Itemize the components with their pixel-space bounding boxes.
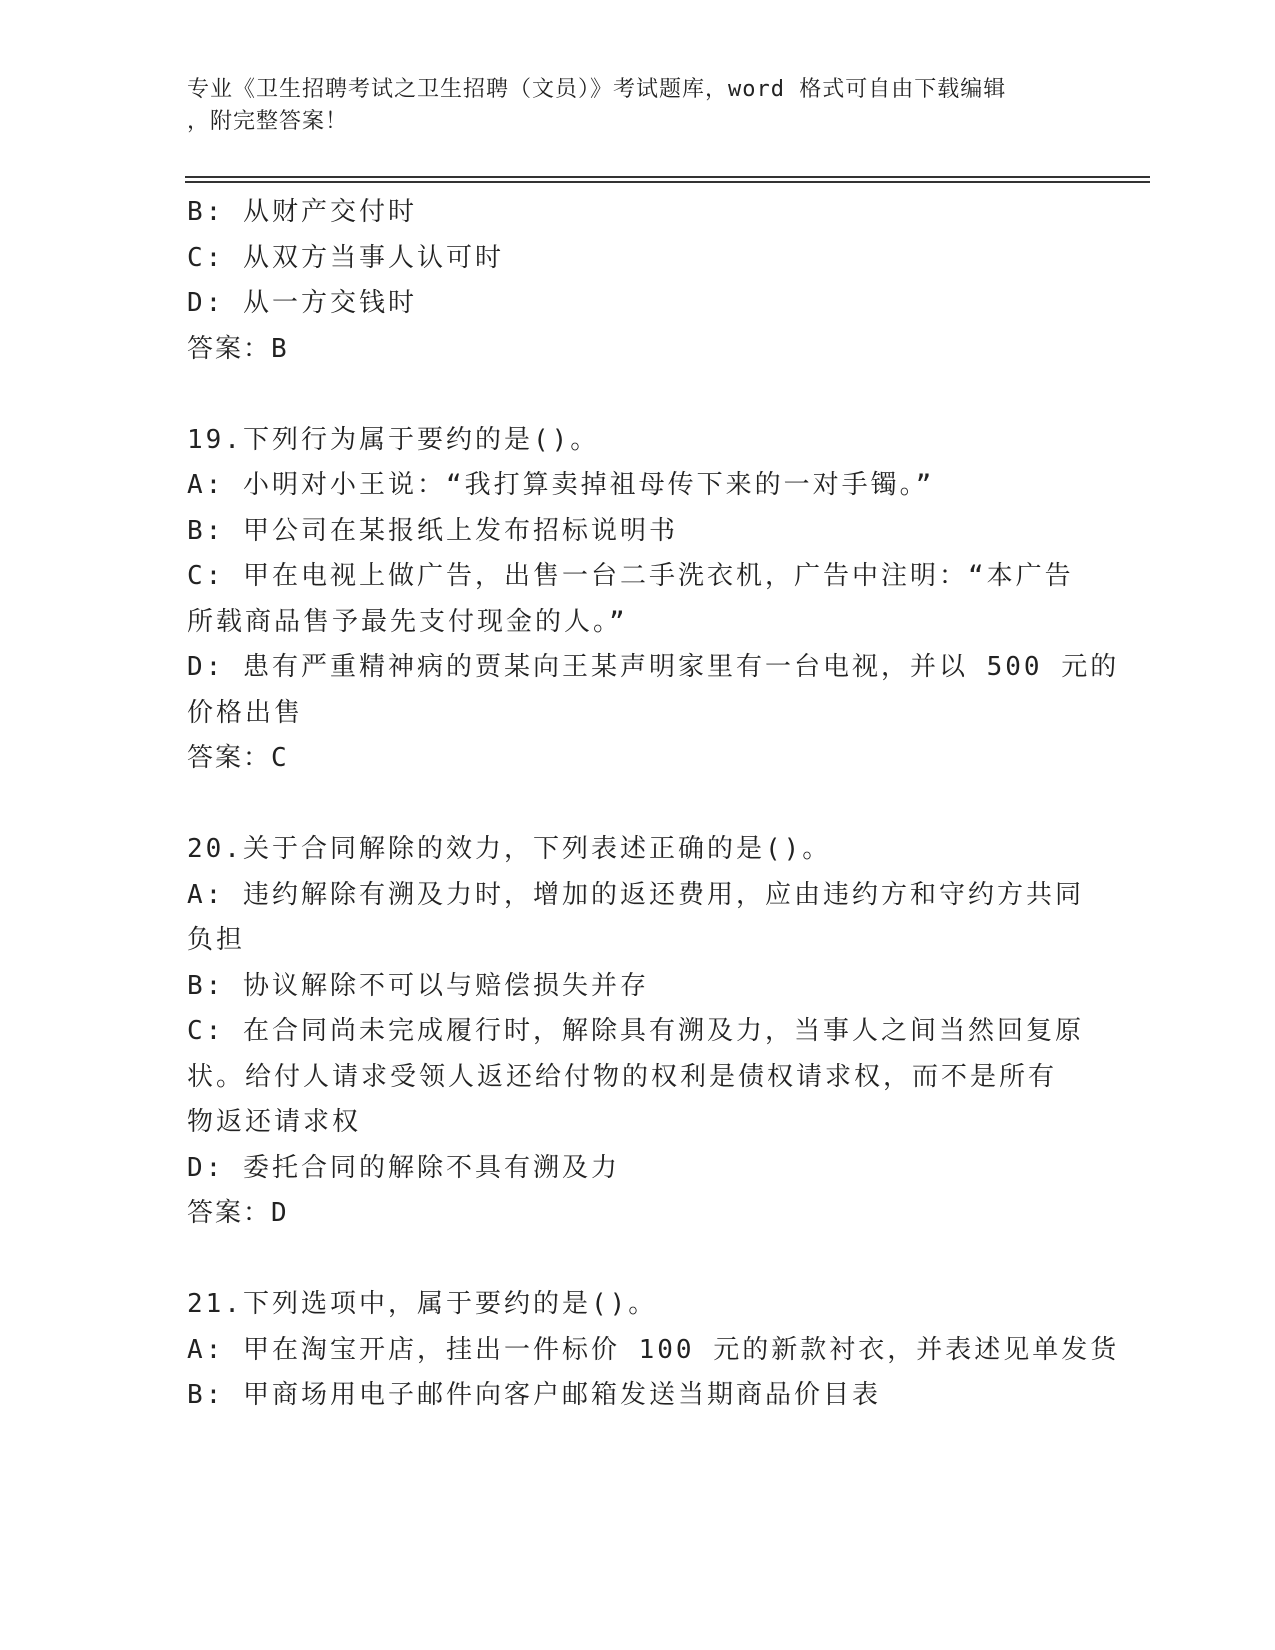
spacer	[187, 372, 1067, 418]
header-rule-top	[185, 176, 1150, 178]
q21-stem: 21.下列选项中，属于要约的是()。	[187, 1289, 658, 1319]
q19-option-c-line1: C: 甲在电视上做广告，出售一台二手洗衣机，广告中注明：“本广告	[187, 561, 1074, 591]
q19-option-d-line1: D: 患有严重精神病的贾某向王某声明家里有一台电视，并以 500 元的	[187, 652, 1120, 682]
q21-option-a: A: 甲在淘宝开店，挂出一件标价 100 元的新款衬衣，并表述见单发货	[187, 1334, 1120, 1365]
q20-stem: 20.关于合同解除的效力，下列表述正确的是()。	[187, 834, 832, 864]
q19-stem: 19.下列行为属于要约的是()。	[187, 424, 600, 455]
q21-option-b: B: 甲商场用电子邮件向客户邮箱发送当期商品价目表	[187, 1380, 881, 1410]
q20-option-d: D: 委托合同的解除不具有溯及力	[187, 1152, 620, 1183]
q19-option-a: A: 小明对小王说：“我打算卖掉祖母传下来的一对手镯。”	[187, 470, 935, 500]
q19-option-c-line2: 所载商品售予最先支付现金的人。”	[187, 606, 628, 637]
header-rule-bottom	[185, 181, 1150, 183]
q20-option-b: B: 协议解除不可以与赔偿损失并存	[187, 970, 649, 1001]
q20-option-a-line1: A: 违约解除有溯及力时，增加的返还费用，应由违约方和守约方共同	[187, 879, 1084, 910]
q18-option-c: C: 从双方当事人认可时	[187, 242, 504, 273]
spacer	[187, 782, 1067, 828]
q20-option-c-line2: 状。给付人请求受领人返还给付物的权利是债权请求权，而不是所有	[187, 1061, 1058, 1092]
q18-option-b: B: 从财产交付时	[187, 197, 417, 227]
q20-option-c-line1: C: 在合同尚未完成履行时，解除具有溯及力，当事人之间当然回复原	[187, 1016, 1084, 1046]
document-header: 专业《卫生招聘考试之卫生招聘（文员）》考试题库，word 格式可自由下载编辑 ，附完整答案！	[187, 77, 1007, 134]
q19-answer: 答案：C	[187, 743, 289, 773]
q20-option-a-line2: 负担	[187, 925, 246, 955]
q20-answer: 答案：D	[187, 1198, 289, 1228]
question-content	[187, 190, 1120, 1419]
q19-option-d-line2: 价格出售	[187, 697, 304, 728]
q18-option-d: D: 从一方交钱时	[187, 288, 417, 318]
q19-option-b: B: 甲公司在某报纸上发布招标说明书	[187, 515, 678, 546]
q20-option-c-line3: 物返还请求权	[187, 1107, 362, 1137]
spacer	[187, 1237, 1067, 1283]
q18-answer: 答案：B	[187, 333, 289, 364]
